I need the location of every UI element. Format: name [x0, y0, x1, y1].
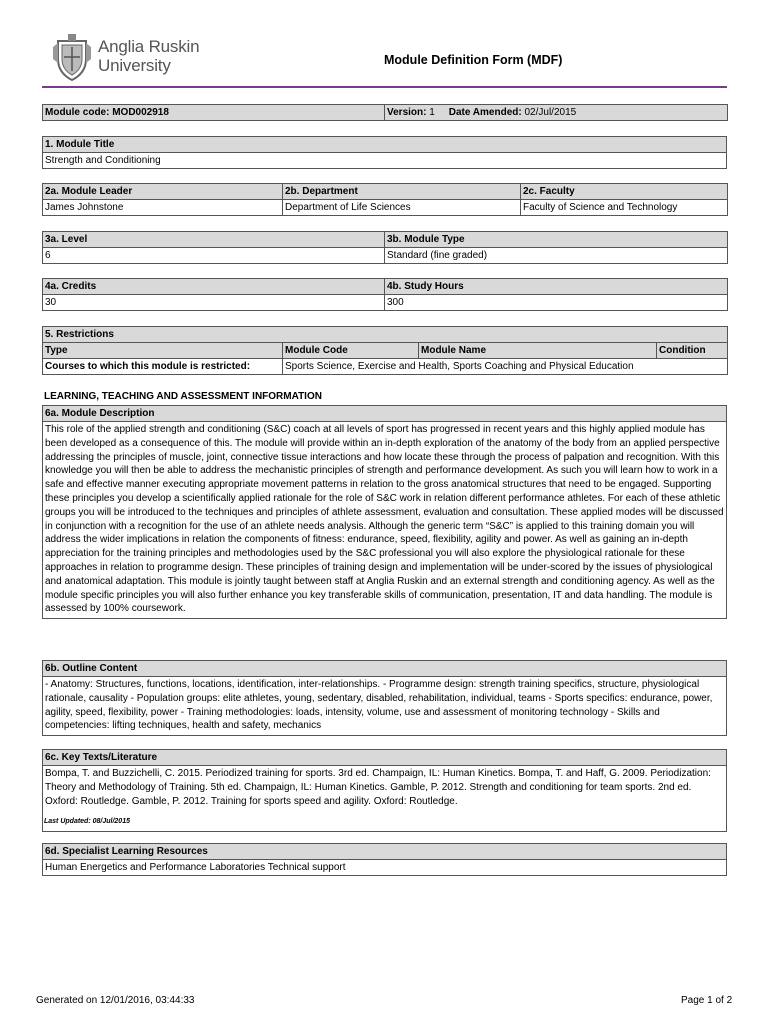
- restrictions-label: 5. Restrictions: [43, 327, 728, 343]
- title-divider: [42, 86, 727, 88]
- module-info-table: [42, 104, 728, 121]
- module-type-value: Standard (fine graded): [385, 248, 728, 264]
- module-type-label: 3b. Module Type: [385, 232, 728, 248]
- restrictions-col-condition: Condition: [657, 343, 728, 359]
- version-value: 1: [429, 107, 435, 118]
- module-code-cell: Module code: MOD002918: [43, 105, 385, 121]
- module-leader-value: James Johnstone: [43, 200, 283, 216]
- department-label: 2b. Department: [283, 184, 521, 200]
- last-updated-note: Last Updated: 08/Jul/2015: [44, 818, 130, 825]
- credits-label: 4a. Credits: [43, 279, 385, 295]
- version-date-cell: [385, 105, 728, 121]
- specialist-resources-text: Human Energetics and Performance Laboratories Technical support: [43, 860, 727, 876]
- restrictions-col-module-code: Module Code: [283, 343, 419, 359]
- study-hours-value: 300: [385, 295, 728, 311]
- wordmark-line-1: Anglia Ruskin: [98, 37, 200, 56]
- level-type-table: [42, 231, 728, 264]
- crest-icon: [50, 33, 94, 83]
- restrictions-col-type: Type: [43, 343, 283, 359]
- key-texts-text: Bompa, T. and Buzzichelli, C. 2015. Periodized training for sports. 3rd ed. Champaign, IL: Human Kinetics. Bompa, T. and Haff, G. 2009. Periodization: Theory and Methodology of Training. 5th ed. Champaign, IL: Human Kinetics. Gamble, P. 2012. Strength and conditioning for team sports. 2nd ed. Oxford: Routledge. Gamble, P. 2012. Training for sports speed and agility. Oxford: Routledge.: [43, 766, 727, 832]
- date-amended-value: 02/Jul/2015: [524, 107, 577, 118]
- module-description-table: [42, 405, 727, 619]
- faculty-label: 2c. Faculty: [521, 184, 728, 200]
- wordmark-line-2: University: [98, 56, 171, 75]
- level-value: 6: [43, 248, 385, 264]
- restrictions-row-value: Sports Science, Exercise and Health, Sports Coaching and Physical Education: [283, 359, 728, 375]
- credits-hours-table: [42, 278, 728, 311]
- specialist-resources-label: 6d. Specialist Learning Resources: [43, 844, 727, 860]
- level-label: 3a. Level: [43, 232, 385, 248]
- outline-content-text: - Anatomy: Structures, functions, locations, identification, inter-relationships. - Programme design: strength training specifics, structure, physiological rationale, causality - Population groups: elite athletes, young, sedentary, disabled, rehabilitation, individual, teams - Sports specifics: endurance, power, agility, speed, flexibility, power - Training methodologies: loads, intensity, volume, use and assessment of monitoring technology - Skills and competencies: lifting techniques, health and safety, mechanics: [43, 677, 727, 736]
- leader-department-faculty-table: [42, 183, 728, 216]
- credits-value: 30: [43, 295, 385, 311]
- module-title-value: Strength and Conditioning: [43, 153, 727, 169]
- date-amended-label: Date Amended:: [448, 107, 522, 118]
- module-description-text: This role of the applied strength and conditioning (S&C) coach at all levels of sport has progressed in recent years and this highly applied module has been developed as a consequence of this. The module will provide within an in-depth exploration of the anatomy of the body from an applied perspective addressing the principles of muscle, joint, connective tissue interactions and how locate these through the process of palpation and recognition. With this knowledge you will then be able to address the mechanistic principles of strength and performance development. As such you will learn how to work in a safe and effective manner executing appropriate movement patterns in relation to the gross anatomical structures that need to be engaged. Supporting these principles you develop a scientifically applied rationale for the role of S&C work in relation different performance athletes. For each of these athletic groups you will be introduced to the techniques and principles of athlete assessment, evaluation and consultation. These applied modes will be discussed in conjunction with a recognition for the use of an athlete needs analysis. Although the generic term “S&C” is applied to this training domain you will address the wider implications in relation the components of fitness: endurance, speed, flexibility, agility and power. As well as gaining an in-depth appreciation for the training principles and methodologies used by the S&C professional you will also explore the physiological rationale for these approaches in relation to programme design. These principles of training design and implementation will be under-scored by the issues of physiological and anatomical adaptation. This module is jointly taught between staff at Anglia Ruskin and an external strength and conditioning agency. As well as the module specific principles you will also further enhance you key transferable skills of communication, presentation, IT and data handling. The module is assessed by 100% coursework.: [43, 422, 727, 619]
- university-wordmark: [98, 37, 199, 75]
- module-title-label: 1. Module Title: [43, 137, 727, 153]
- restrictions-col-module-name: Module Name: [419, 343, 657, 359]
- version-label: Version:: [387, 107, 427, 118]
- generated-timestamp: Generated on 12/01/2016, 03:44:33: [36, 995, 195, 1006]
- study-hours-label: 4b. Study Hours: [385, 279, 728, 295]
- module-title-table: [42, 136, 727, 169]
- ltai-heading: LEARNING, TEACHING AND ASSESSMENT INFORMATION: [44, 391, 322, 402]
- restrictions-table: [42, 326, 728, 375]
- key-texts-table: [42, 749, 727, 832]
- university-logo: [50, 33, 210, 85]
- outline-content-label: 6b. Outline Content: [43, 661, 727, 677]
- module-leader-label: 2a. Module Leader: [43, 184, 283, 200]
- department-value: Department of Life Sciences: [283, 200, 521, 216]
- outline-content-table: [42, 660, 727, 736]
- restrictions-row-label: Courses to which this module is restricted:: [43, 359, 283, 375]
- form-title: Module Definition Form (MDF): [384, 53, 563, 67]
- faculty-value: Faculty of Science and Technology: [521, 200, 728, 216]
- page-number: Page 1 of 2: [681, 995, 733, 1006]
- specialist-resources-table: [42, 843, 727, 876]
- key-texts-label: 6c. Key Texts/Literature: [43, 750, 727, 766]
- module-description-label: 6a. Module Description: [43, 406, 727, 422]
